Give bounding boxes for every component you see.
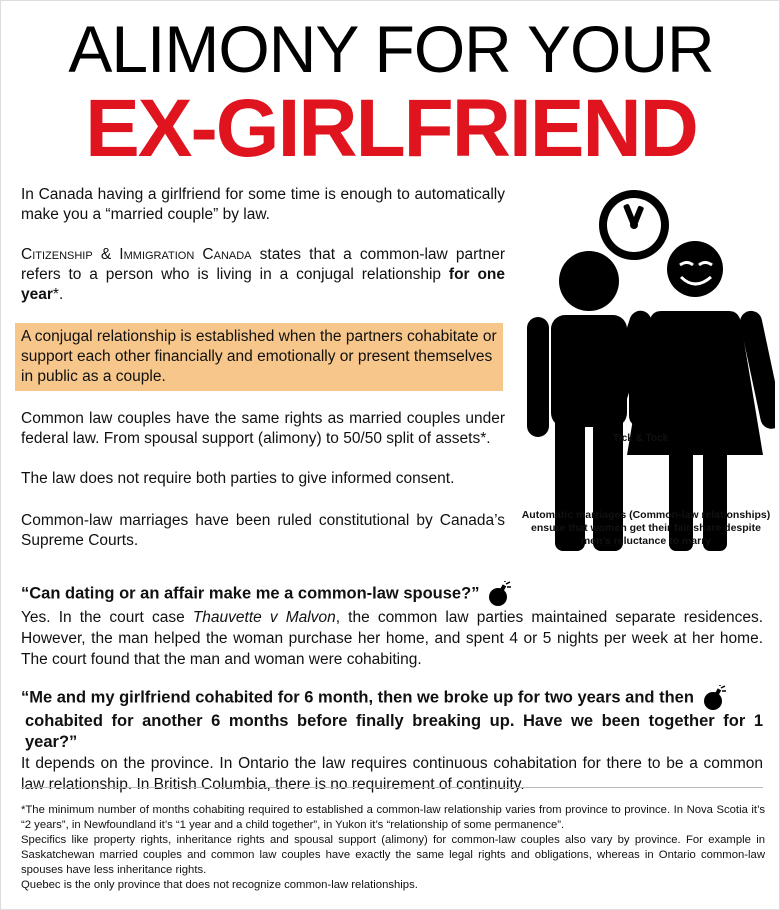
- footnote-line-1: *The minimum number of months cohabiting required to established a common-law relationship varies from province to province. In Nova Scotia it’s “2 years”, in Newfoundland it’s “1 year and a child together”, in Yukon it’s “relationship of some permanence”.: [21, 804, 765, 831]
- answer-1: [21, 607, 763, 670]
- couple-illustration: [513, 183, 775, 553]
- footnote-line-2: Specifics like property rights, inheritance rights and spousal support (alimony) for common-law couples also vary by province. For example in Saskatchewan married couples and common law couples have exactly the same legal rights and obligations, whereas in Ontario common-law spouses have less inheritance rights.: [21, 834, 765, 876]
- question-1-text: “Can dating or an affair make me a common-law spouse?”: [21, 584, 480, 603]
- man-icon: [527, 251, 651, 551]
- question-2: [21, 685, 763, 711]
- clock-icon: [599, 190, 669, 260]
- intro-paragraph-2-bold: for one year: [21, 266, 506, 303]
- title-line-2: EX-GIRLFRIEND: [85, 83, 697, 174]
- question-2-line-1: “Me and my girlfriend cohabited for 6 month, then we broke up for two years and then: [21, 688, 694, 707]
- footnote-line-3: Quebec is the only province that does not recognize common-law relationships.: [21, 879, 418, 891]
- agency-name: Citizenship & Immigration Canada: [21, 246, 252, 263]
- question-1: [21, 581, 763, 607]
- bomb-icon: [488, 581, 512, 607]
- bomb-icon: [703, 685, 727, 711]
- question-2-line-2: cohabited for another 6 months before finally breaking up. Have we been together for 1 year?”: [25, 712, 763, 751]
- answer-1-start: Yes. In the court case: [21, 609, 193, 626]
- title-line-1: ALIMONY FOR YOUR: [68, 12, 714, 86]
- tick-tock-label: Tick & Tock: [613, 433, 669, 444]
- woman-icon: [599, 241, 775, 551]
- intro-paragraph-5: Common-law marriages have been ruled constitutional by Canada’s Supreme Courts.: [21, 512, 505, 549]
- intro-paragraph-3: Common law couples have the same rights as married couples under federal law. From spousal support (alimony) to 50/50 split of assets*.: [21, 410, 505, 447]
- intro-paragraph-1: In Canada having a girlfriend for some time is enough to automatically make you a “married couple” by law.: [21, 186, 505, 223]
- intro-paragraph-4: The law does not require both parties to give informed consent.: [21, 470, 455, 487]
- qa-block-1: [21, 581, 763, 670]
- qa-block-2: [21, 685, 763, 795]
- intro-paragraph-2: [21, 245, 505, 305]
- intro-paragraph-2-end: *.: [52, 286, 64, 303]
- footnote-divider: [21, 787, 763, 788]
- answer-2: It depends on the province. In Ontario the law requires continuous cohabitation for there to be a common law relationship. In British Columbia, there is no requirement of continuity.: [21, 755, 763, 793]
- intro-paragraph-2-text: states that a common-law partner refers to a person who is living in a conjugal relationship: [21, 246, 505, 283]
- footnote: [21, 803, 765, 893]
- answer-1-end: , the common law parties maintained separate residences. However, the man helped the woman purchase her home, and spent 4 or 5 nights per week at her home. The court found that the man and woman were cohabiting.: [21, 609, 764, 668]
- court-case-name: Thauvette v Malvon: [192, 609, 336, 626]
- highlight-box: A conjugal relationship is established when the partners cohabitate or support each other financially and emotionally or present themselves in public as a couple.: [15, 323, 503, 391]
- illustration-caption: Automatic marriages (Common-law relationships) ensure that women get their fair share despite men’s reluctance to marry: [521, 509, 771, 547]
